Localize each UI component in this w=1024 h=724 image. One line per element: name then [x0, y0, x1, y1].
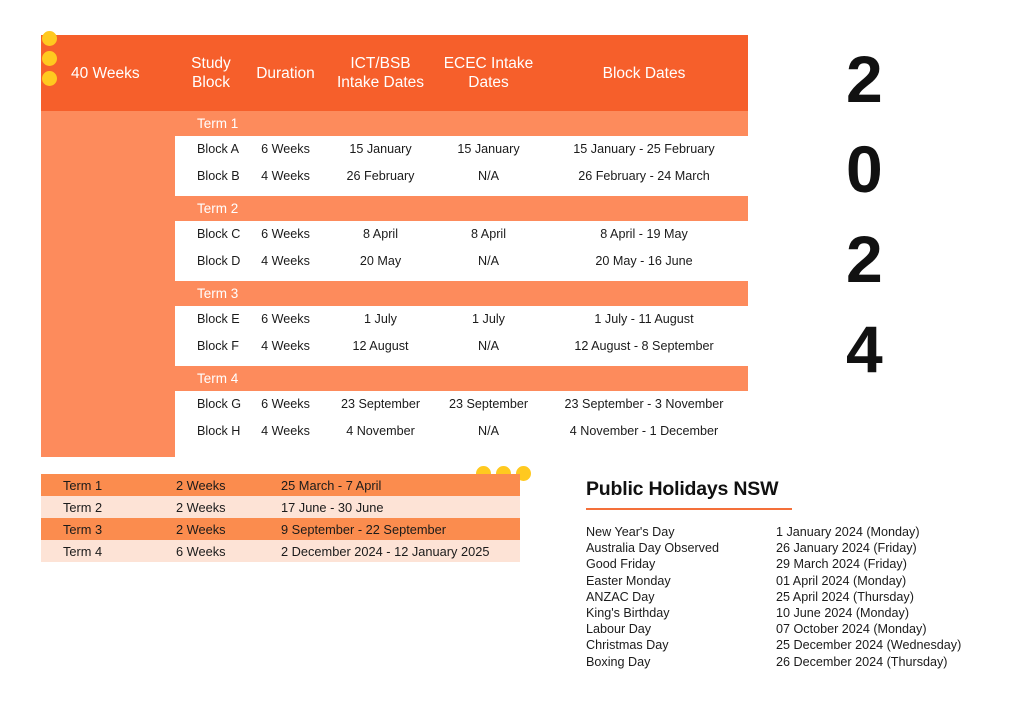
cell-ict-intake: 23 September: [340, 397, 421, 412]
table-row: [175, 221, 748, 248]
term-label: Term 1: [197, 116, 239, 131]
holiday-name: Christmas Day: [586, 638, 669, 653]
holiday-date: 29 March 2024 (Friday): [776, 557, 907, 572]
header-ict-line1: ICT/BSB: [350, 55, 411, 72]
holiday-row: [586, 637, 986, 653]
cell-study-block: Block D: [197, 253, 241, 268]
public-holidays-list: [586, 524, 986, 670]
table-row: [175, 136, 748, 163]
holiday-date: 26 January 2024 (Friday): [776, 541, 917, 556]
holiday-row: [586, 573, 986, 589]
holiday-date: 07 October 2024 (Monday): [776, 622, 927, 637]
header-duration: Duration: [256, 64, 315, 82]
cell-ict-intake: 8 April: [362, 227, 398, 242]
break-row: [41, 496, 520, 518]
table-header-row: [41, 35, 748, 111]
holiday-row: [586, 605, 986, 621]
row-spacer: [175, 359, 748, 366]
cell-ecec-intake: N/A: [478, 253, 499, 268]
row-spacer: [175, 444, 748, 457]
break-dates: 9 September - 22 September: [281, 521, 447, 537]
term-header-row: [175, 111, 748, 136]
dot-icon: [42, 71, 57, 86]
year-digit: 2: [846, 222, 883, 296]
year-digit: 0: [846, 132, 883, 206]
cell-block-dates: 26 February - 24 March: [578, 168, 710, 183]
holiday-name: New Year's Day: [586, 525, 675, 539]
break-row: [41, 474, 520, 496]
cell-block-dates: 1 July - 11 August: [594, 312, 694, 327]
break-row: [41, 540, 520, 562]
holiday-row: [586, 524, 986, 540]
cell-study-block: Block B: [197, 168, 240, 183]
dot-icon: [42, 51, 57, 66]
cell-block-dates: 8 April - 19 May: [600, 227, 688, 242]
year-label: [846, 34, 926, 394]
holiday-date: 25 April 2024 (Thursday): [776, 589, 914, 604]
break-dates: 17 June - 30 June: [281, 499, 384, 515]
break-term: Term 4: [63, 543, 103, 559]
holiday-name: King's Birthday: [586, 606, 670, 621]
header-study-block-line1: Study: [191, 55, 231, 72]
header-block-dates: Block Dates: [602, 64, 686, 82]
cell-block-dates: 12 August - 8 September: [574, 338, 714, 353]
cell-study-block: Block C: [197, 227, 241, 242]
table-row: [175, 333, 748, 360]
cell-duration: 4 Weeks: [261, 168, 310, 183]
holiday-name: Boxing Day: [586, 654, 651, 669]
cell-block-dates: 15 January - 25 February: [573, 142, 715, 157]
term-header-row: [175, 366, 748, 391]
holiday-name: Australia Day Observed: [586, 541, 719, 556]
study-calendar-table: [41, 35, 748, 457]
header-ict-line2: Intake Dates: [336, 74, 425, 91]
cell-ecec-intake: 15 January: [457, 142, 520, 157]
header-ecec-line1: ECEC Intake: [443, 55, 534, 72]
holiday-row: [586, 556, 986, 572]
break-term: Term 2: [63, 499, 103, 515]
cell-duration: 6 Weeks: [261, 312, 310, 327]
term-label: Term 2: [197, 201, 239, 216]
cell-study-block: Block A: [197, 142, 239, 157]
cell-ict-intake: 4 November: [346, 423, 415, 438]
holiday-date: 10 June 2024 (Monday): [776, 606, 910, 621]
cell-duration: 6 Weeks: [261, 227, 310, 242]
holiday-row: [586, 654, 986, 670]
header-ecec-line2: Dates: [468, 74, 509, 91]
holiday-name: Labour Day: [586, 622, 652, 637]
title-underline: [586, 508, 792, 510]
header-ecec-intake: [437, 54, 540, 92]
holiday-name: ANZAC Day: [586, 589, 655, 604]
term-label: Term 4: [197, 371, 239, 386]
table-body: [41, 111, 748, 457]
cell-study-block: Block H: [197, 423, 241, 438]
cell-ecec-intake: 1 July: [472, 312, 505, 327]
cell-ict-intake: 20 May: [359, 253, 402, 268]
cell-block-dates: 23 September - 3 November: [564, 397, 724, 412]
cell-duration: 4 Weeks: [261, 338, 310, 353]
year-digit: 2: [846, 42, 883, 116]
cell-ecec-intake: 8 April: [470, 227, 506, 242]
term-breaks-table: [41, 474, 520, 562]
cell-ecec-intake: N/A: [478, 423, 499, 438]
term-header-row: [175, 196, 748, 221]
row-spacer: [175, 189, 748, 196]
cell-ecec-intake: N/A: [478, 338, 499, 353]
term-label: Term 3: [197, 286, 239, 301]
year-digit: 4: [846, 312, 883, 386]
holiday-date: 01 April 2024 (Monday): [776, 573, 907, 588]
holiday-name: Easter Monday: [586, 573, 671, 588]
left-accent-band: [41, 111, 175, 457]
break-row: [41, 518, 520, 540]
cell-ict-intake: 26 February: [346, 168, 415, 183]
header-study-block: [175, 54, 247, 92]
term-header-row: [175, 281, 748, 306]
header-ict-intake: [324, 54, 437, 92]
cell-ict-intake: 1 July: [364, 312, 397, 327]
cell-study-block: Block G: [197, 397, 242, 412]
break-dates: 2 December 2024 - 12 January 2025: [281, 543, 490, 559]
table-row: [175, 248, 748, 275]
cell-duration: 6 Weeks: [261, 142, 310, 157]
holiday-date: 26 December 2024 (Thursday): [776, 654, 948, 669]
cell-ict-intake: 15 January: [349, 142, 412, 157]
break-duration: 6 Weeks: [176, 543, 226, 559]
table-row: [175, 163, 748, 190]
holiday-row: [586, 540, 986, 556]
public-holidays-section: [586, 478, 986, 670]
cell-duration: 6 Weeks: [261, 397, 310, 412]
cell-study-block: Block E: [197, 312, 240, 327]
break-term: Term 3: [63, 521, 103, 537]
cell-study-block: Block F: [197, 338, 239, 353]
dot-icon: [42, 31, 57, 46]
cell-block-dates: 4 November - 1 December: [569, 423, 719, 438]
table-row: [175, 391, 748, 418]
break-term: Term 1: [63, 477, 103, 493]
header-study-block-line2: Block: [192, 74, 230, 91]
cell-ict-intake: 12 August: [352, 338, 409, 353]
cell-ecec-intake: N/A: [478, 168, 499, 183]
table-row: [175, 306, 748, 333]
header-weeks: 40 Weeks: [71, 64, 140, 82]
break-duration: 2 Weeks: [176, 521, 226, 537]
cell-block-dates: 20 May - 16 June: [595, 253, 693, 268]
holiday-date: 25 December 2024 (Wednesday): [776, 638, 962, 653]
row-spacer: [175, 274, 748, 281]
break-dates: 25 March - 7 April: [281, 477, 382, 493]
table-row: [175, 418, 748, 445]
public-holidays-title: Public Holidays NSW: [586, 478, 779, 500]
cell-duration: 4 Weeks: [261, 253, 310, 268]
cell-ecec-intake: 23 September: [448, 397, 529, 412]
holiday-name: Good Friday: [586, 557, 656, 572]
holiday-date: 1 January 2024 (Monday): [776, 525, 920, 539]
break-duration: 2 Weeks: [176, 499, 226, 515]
term-rows-container: [175, 111, 748, 457]
holiday-row: [586, 589, 986, 605]
break-duration: 2 Weeks: [176, 477, 226, 493]
holiday-row: [586, 621, 986, 637]
cell-duration: 4 Weeks: [261, 423, 310, 438]
